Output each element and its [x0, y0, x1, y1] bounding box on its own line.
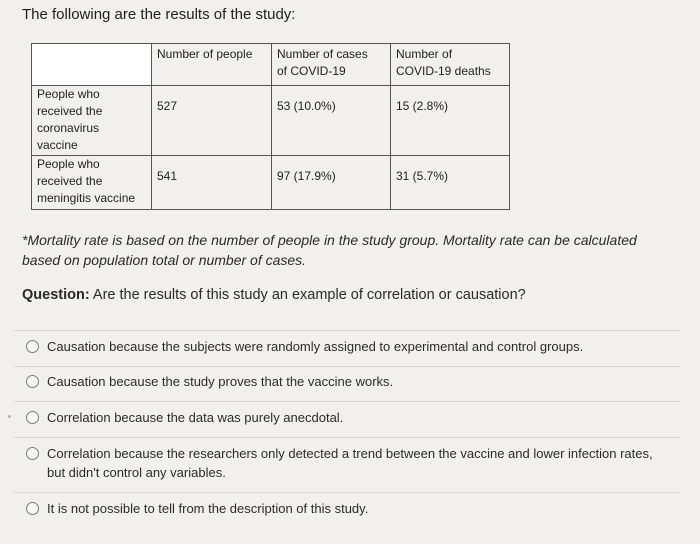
radio-button-icon[interactable]: [26, 340, 39, 353]
intro-text: The following are the results of the study:: [22, 6, 296, 23]
results-table: [31, 43, 510, 210]
radio-button-icon[interactable]: [26, 375, 39, 388]
header-number-of-people: Number of people: [152, 44, 272, 86]
bullet-dot: [8, 415, 11, 418]
table-row: [32, 86, 510, 156]
option-divider: [14, 401, 680, 402]
question-label: Question:: [22, 287, 90, 303]
header-empty-cell: [32, 44, 152, 86]
option-divider: [14, 437, 680, 438]
option-not-possible-to-tell[interactable]: It is not possible to tell from the description of this study.: [26, 499, 368, 518]
cell-cases: 53 (10.0%): [272, 86, 391, 156]
option-correlation-trend[interactable]: Correlation because the researchers only detected a trend between the vaccine and lower infection rates, but didn't control any variables.: [26, 444, 666, 482]
option-divider: [14, 492, 680, 493]
header-number-of-deaths: Number of COVID-19 deaths: [391, 44, 510, 86]
question-body: Are the results of this study an example of correlation or causation?: [92, 287, 526, 303]
table-header-row: [32, 44, 510, 86]
row-label-coronavirus-vaccine: People who received the coronavirus vaccine: [32, 86, 152, 156]
option-divider: [14, 330, 680, 331]
row-label-meningitis-vaccine: People who received the meningitis vaccine: [32, 156, 152, 210]
question-text: [22, 287, 526, 303]
option-correlation-anecdotal[interactable]: Correlation because the data was purely anecdotal.: [26, 408, 343, 427]
cell-cases: 97 (17.9%): [272, 156, 391, 210]
option-causation-proves-vaccine[interactable]: Causation because the study proves that the vaccine works.: [26, 372, 393, 391]
table-row: [32, 156, 510, 210]
radio-button-icon[interactable]: [26, 502, 39, 515]
cell-deaths: 15 (2.8%): [391, 86, 510, 156]
radio-button-icon[interactable]: [26, 447, 39, 460]
radio-button-icon[interactable]: [26, 411, 39, 424]
cell-people: 527: [152, 86, 272, 156]
option-causation-random-assignment[interactable]: Causation because the subjects were randomly assigned to experimental and control groups.: [26, 337, 583, 356]
header-number-of-cases: Number of cases of COVID-19: [272, 44, 391, 86]
option-divider: [14, 366, 680, 367]
mortality-note: *Mortality rate is based on the number of people in the study group. Mortality rate can be calculated based on population total or number of cases.: [22, 232, 637, 268]
cell-people: 541: [152, 156, 272, 210]
cell-deaths: 31 (5.7%): [391, 156, 510, 210]
